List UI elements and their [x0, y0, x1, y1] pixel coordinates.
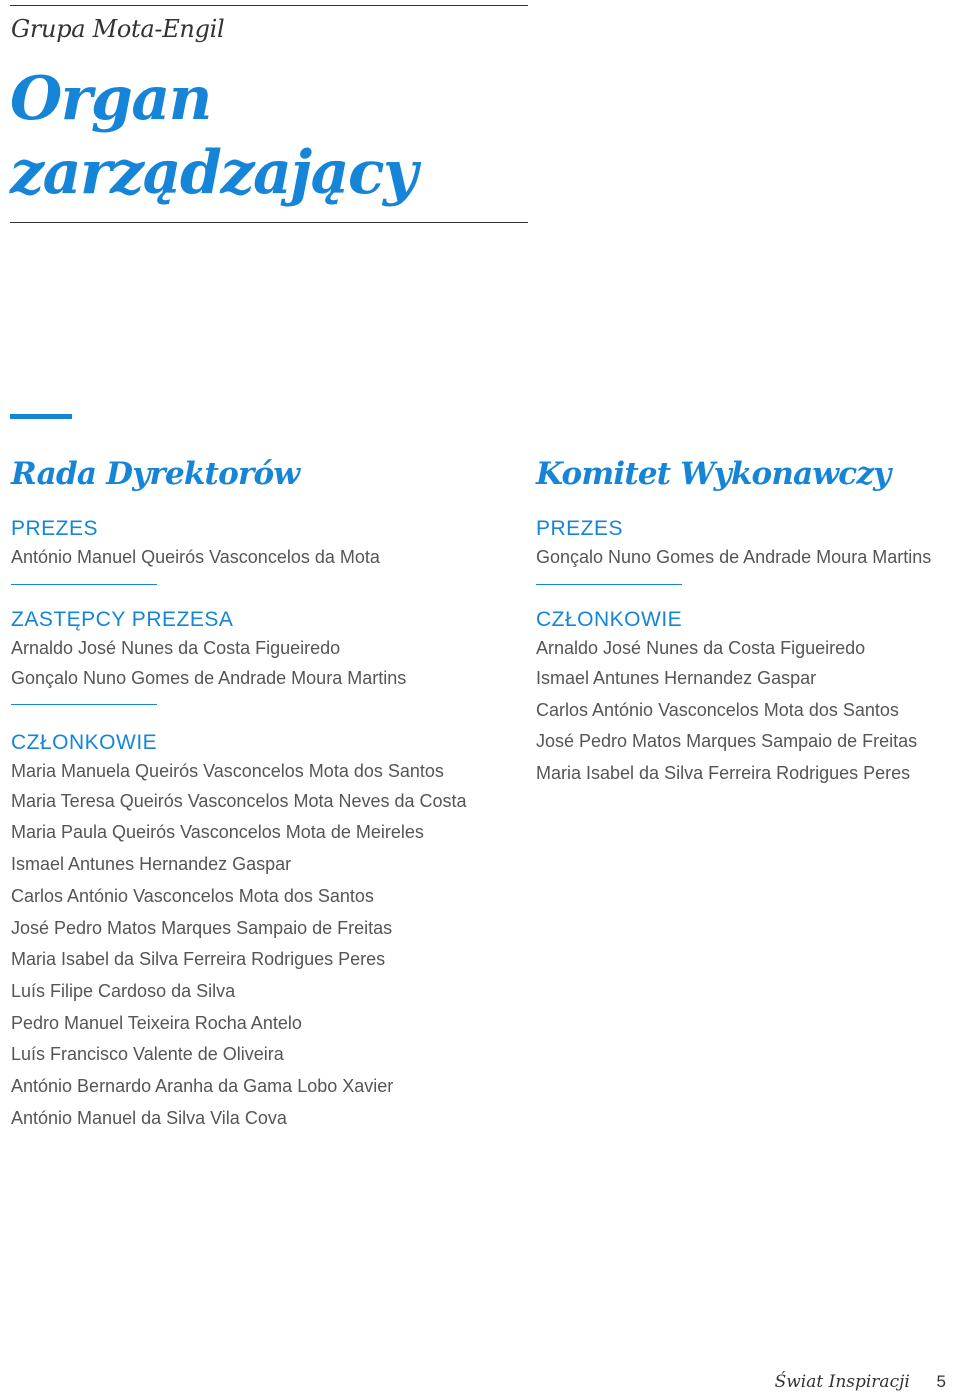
list-item: José Pedro Matos Marques Sampaio de Freitas — [536, 731, 918, 752]
section-divider — [11, 584, 157, 585]
group-name: Grupa Mota-Engil — [11, 15, 225, 43]
accent-bar — [10, 414, 72, 419]
executive-committee-heading: Komitet Wykonawczy — [536, 456, 891, 492]
top-rule — [10, 5, 528, 6]
title-rule — [10, 222, 528, 223]
committee-members-group — [536, 607, 956, 790]
board-vice-presidents-label: ZASTĘPCY PREZESA — [11, 608, 234, 631]
list-item: Ismael Antunes Hernandez Gaspar — [11, 854, 292, 875]
list-item: António Manuel Queirós Vasconcelos da Mota — [11, 547, 380, 567]
committee-president-group — [536, 516, 956, 572]
section-divider — [536, 584, 682, 585]
board-of-directors-column — [11, 450, 491, 1134]
committee-president-list — [536, 542, 956, 572]
list-item: Maria Paula Queirós Vasconcelos Mota de Meireles — [11, 822, 424, 843]
executive-committee-column — [536, 450, 956, 790]
list-item: Ismael Antunes Hernandez Gaspar — [536, 668, 817, 688]
board-of-directors-heading: Rada Dyrektorów — [11, 456, 300, 492]
list-item: Maria Teresa Queirós Vasconcelos Mota Neves da Costa — [11, 790, 467, 811]
list-item: Maria Isabel da Silva Ferreira Rodrigues Peres — [536, 763, 911, 784]
board-vice-presidents-list — [11, 633, 491, 695]
page-title — [10, 62, 416, 210]
list-item: Carlos António Vasconcelos Mota dos Santos — [536, 699, 899, 720]
list-item: Pedro Manuel Teixeira Rocha Antelo — [11, 1012, 302, 1033]
list-item: Carlos António Vasconcelos Mota dos Santos — [11, 885, 374, 906]
page-title-line-1: Organ — [10, 64, 211, 134]
committee-president-label: PREZES — [536, 517, 624, 540]
list-item: José Pedro Matos Marques Sampaio de Freitas — [11, 917, 393, 938]
list-item: Gonçalo Nuno Gomes de Andrade Moura Martins — [11, 668, 407, 688]
committee-members-list — [536, 633, 956, 790]
board-members-label: CZŁONKOWIE — [11, 730, 158, 754]
list-item: Luís Francisco Valente de Oliveira — [11, 1044, 284, 1065]
page-number: 5 — [936, 1372, 946, 1391]
page-title-line-2: zarządzający — [10, 138, 417, 208]
list-item: Arnaldo José Nunes da Costa Figueiredo — [536, 638, 866, 658]
list-item: Arnaldo José Nunes da Costa Figueiredo — [11, 638, 341, 658]
board-members-list — [11, 756, 491, 1135]
list-item: Luís Filipe Cardoso da Silva — [11, 980, 236, 1001]
page-footer — [775, 1372, 946, 1392]
list-item: Gonçalo Nuno Gomes de Andrade Moura Martins — [536, 547, 932, 567]
list-item: Maria Isabel da Silva Ferreira Rodrigues Peres — [11, 949, 386, 970]
section-divider — [11, 704, 157, 705]
list-item: António Manuel da Silva Vila Cova — [11, 1107, 287, 1128]
board-members-group — [11, 730, 491, 1135]
list-item: António Bernardo Aranha da Gama Lobo Xavier — [11, 1076, 394, 1097]
committee-members-label: CZŁONKOWIE — [536, 608, 683, 631]
board-president-label: PREZES — [11, 517, 99, 540]
board-president-list — [11, 542, 491, 572]
board-president-group — [11, 516, 491, 572]
list-item: Maria Manuela Queirós Vasconcelos Mota dos Santos — [11, 760, 444, 781]
publication-name: Świat Inspiracji — [774, 1372, 910, 1392]
board-vice-presidents-group — [11, 607, 491, 695]
